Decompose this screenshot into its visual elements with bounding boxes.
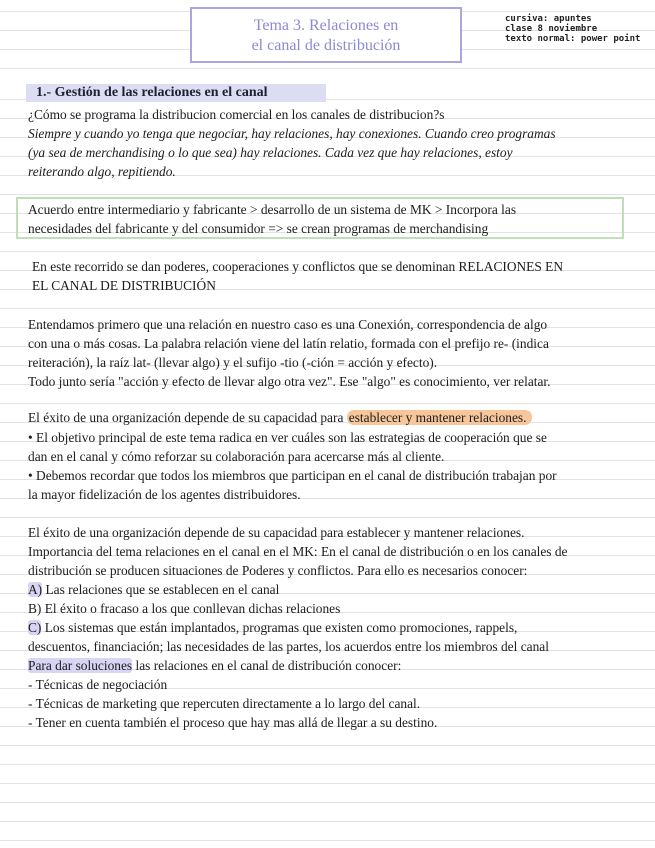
text-line: dan en el canal y cómo reforzar su colaboración para acercarse más al cliente. xyxy=(28,449,445,464)
legend-note: cursiva: apuntes xyxy=(505,14,592,24)
text-line: necesidades del fabricante y del consumidor => se crean programas de merchandising xyxy=(28,221,489,236)
text-line: El éxito de una organización depende de su capacidad para establecer y mantener relaciones. xyxy=(28,525,525,540)
text-line xyxy=(28,580,279,599)
highlighted-letter: C) xyxy=(28,620,42,635)
text-line: • Debemos recordar que todos los miembros que participan en el canal de distribución trabajan por xyxy=(28,468,557,483)
text-line: • El objetivo principal de este tema radica en ver cuáles son las estrategias de cooperación que se xyxy=(28,430,547,445)
highlighted-letter: A) xyxy=(28,582,43,597)
text-line: - Técnicas de negociación xyxy=(28,677,168,692)
legend-note: texto normal: power point xyxy=(505,34,641,44)
text-line xyxy=(28,618,517,637)
text-line: Importancia del tema relaciones en el canal en el MK: En el canal de distribución o en los canales de xyxy=(28,544,568,559)
text-line: Acuerdo entre intermediario y fabricante > desarrollo de un sistema de MK > Incorpora las xyxy=(28,202,517,217)
text-span: Los sistemas que están implantados, programas que existen como promociones, rappels, xyxy=(41,620,518,635)
note-line: reiterando algo, repitiendo. xyxy=(28,164,176,179)
text-line: descuentos, financiación; las necesidades de las partes, los acuerdos entre los miembros del canal xyxy=(28,639,549,654)
text-span: las relaciones en el canal de distribución conocer: xyxy=(132,658,402,673)
text-line: Todo junto sería "acción y efecto de llevar algo otra vez". Ese "algo" es conocimiento, ver relatar. xyxy=(28,374,551,389)
text-line: Entendamos primero que una relación en nuestro caso es una Conexión, correspondencia de algo xyxy=(28,317,548,332)
highlighted-text: establecer y mantener relaciones. xyxy=(347,410,533,425)
highlighted-text: Para dar soluciones xyxy=(28,658,133,673)
text-line: - Técnicas de marketing que repercuten directamente a lo largo del canal. xyxy=(28,696,421,711)
text-line: B) El éxito o fracaso a los que conllevan dichas relaciones xyxy=(28,601,341,616)
text-line: En este recorrido se dan poderes, cooperaciones y conflictos que se denominan RELACIONES EN xyxy=(32,259,564,274)
text-line: EL CANAL DE DISTRIBUCIÓN xyxy=(32,278,216,293)
text-span: Las relaciones que se establecen en el canal xyxy=(42,582,280,597)
title-line-2: el canal de distribución xyxy=(251,37,401,54)
text-line: la mayor fidelización de los agentes distribuidores. xyxy=(28,487,301,502)
text-line: reiteración), la raíz lat- (llevar algo) y el sufijo -tio (-ción = acción y efecto). xyxy=(28,355,438,370)
text-span: El éxito de una organización depende de su capacidad para xyxy=(28,410,347,425)
note-line: (ya sea de merchandising o lo que sea) hay relaciones. Cada vez que hay relaciones, estoy xyxy=(28,145,513,160)
legend-notes xyxy=(505,14,640,44)
note-line: Siempre y cuando yo tenga que negociar, hay relaciones, hay conexiones. Cuando creo programas xyxy=(28,126,556,141)
text-line xyxy=(28,656,401,675)
text-line: - Tener en cuenta también el proceso que hay mas allá de llegar a su destino. xyxy=(28,715,438,730)
text-line: ¿Cómo se programa la distribucion comercial en los canales de distribucion?s xyxy=(28,107,445,122)
text-line xyxy=(28,408,532,427)
title-box xyxy=(190,7,462,63)
title-line-1: Tema 3. Relaciones en xyxy=(253,17,399,34)
text-line: distribución se producen situaciones de Poderes y conflictos. Para ello es necesarios conocer: xyxy=(28,563,528,578)
legend-note: clase 8 noviembre xyxy=(505,24,598,34)
text-line: con una o más cosas. La palabra relación viene del latín relatio, formada con el prefijo re- (indica xyxy=(28,336,549,351)
section-heading: 1.- Gestión de las relaciones en el canal xyxy=(26,84,326,102)
